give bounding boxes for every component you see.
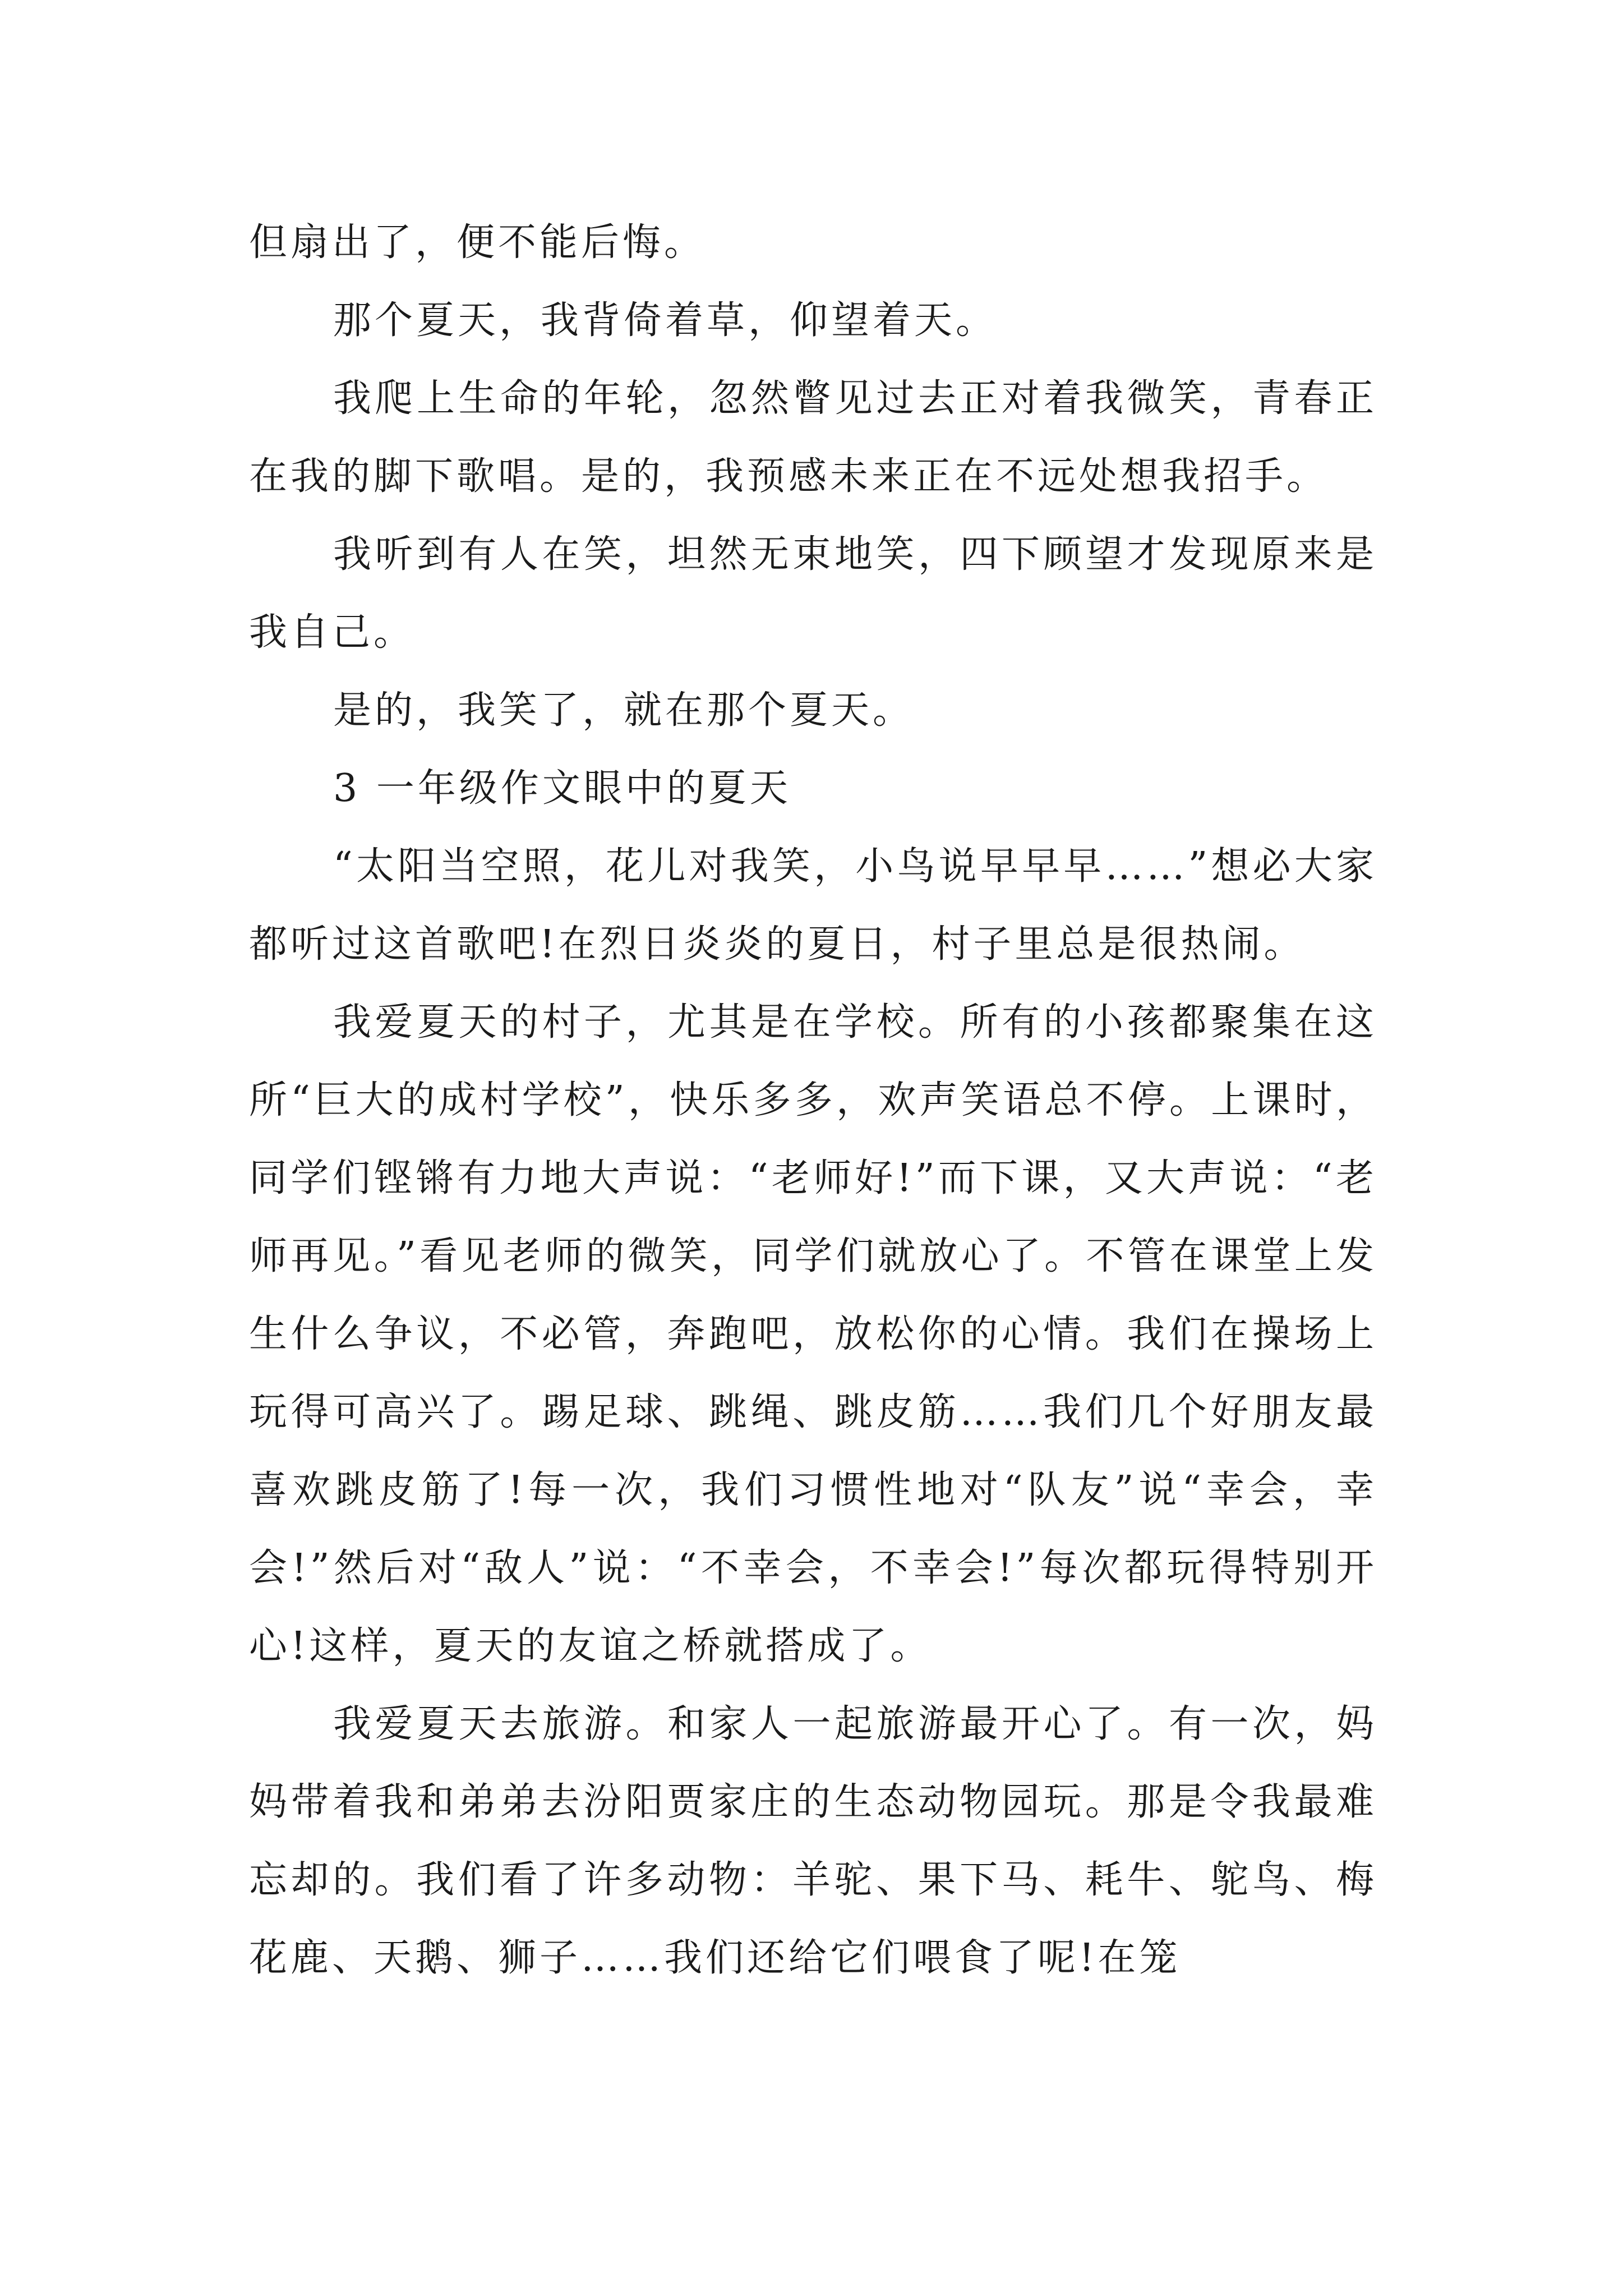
- paragraph-5: 是的，我笑了，就在那个夏天。: [333, 688, 915, 733]
- paragraph-3: 我爬上生命的年轮，忽然瞥见过去正对着我微笑，青春正在我的脚下歌唱。是的，我预感未来正在不远处想我招手。: [249, 376, 1377, 499]
- document-body: [249, 204, 1377, 1997]
- paragraph-4: 我听到有人在笑，坦然无束地笑，四下顾望才发现原来是我自己。: [249, 532, 1377, 655]
- paragraph-8: 我爱夏天的村子，尤其是在学校。所有的小孩都聚集在这所“巨大的成村学校”，快乐多多，欢声笑语总不停。上课时，同学们铿锵有力地大声说：“老师好!”而下课，又大声说：“老师再见。”看见老师的微笑，同学们就放心了。不管在课堂上发生什么争议，不必管，奔跑吧，放松你的心情。我们在操场上玩得可高兴了。踢足球、跳绳、跳皮筋……我们几个好朋友最喜欢跳皮筋了!每一次，我们习惯性地对“队友”说“幸会，幸会!”然后对“敌人”说：“不幸会，不幸会!”每次都玩得特别开心!这样，夏天的友谊之桥就搭成了。: [249, 1000, 1378, 1668]
- paragraph-2: 那个夏天，我背倚着草，仰望着天。: [333, 298, 998, 343]
- paragraph-9: 我爱夏天去旅游。和家人一起旅游最开心了。有一次，妈妈带着我和弟弟去汾阳贾家庄的生态动物园玩。那是令我最难忘却的。我们看了许多动物：羊驼、果下马、耗牛、鸵鸟、梅花鹿、天鹅、狮子……我们还给它们喂食了呢!在笼: [249, 1702, 1377, 1980]
- paragraph-1: 但扇出了，便不能后悔。: [249, 220, 706, 265]
- section-heading: 3 一年级作文眼中的夏天: [333, 766, 791, 811]
- paragraph-7: “太阳当空照，花儿对我笑，小鸟说早早早……”想必大家都听过这首歌吧!在烈日炎炎的夏日，村子里总是很热闹。: [249, 844, 1377, 967]
